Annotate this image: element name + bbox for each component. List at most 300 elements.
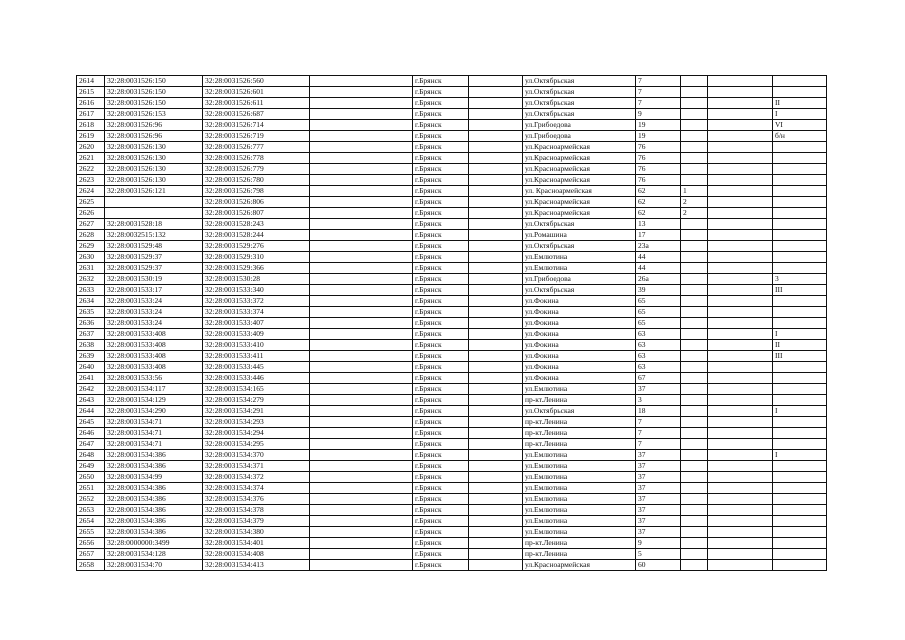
locality-field-cell — [469, 142, 523, 153]
locality-field-cell — [469, 274, 523, 285]
house-number-cell: 7 — [636, 439, 681, 450]
parent-cadastral-number-cell: 32:28:0000000:3499 — [105, 538, 203, 549]
extra-field-2-cell — [708, 318, 773, 329]
locality-field-cell — [469, 98, 523, 109]
parent-cadastral-number-cell: 32:28:0031534:386 — [105, 494, 203, 505]
table-row — [77, 76, 827, 87]
house-number-cell: 62 — [636, 186, 681, 197]
premises-number-cell — [773, 241, 827, 252]
locality-field-cell — [469, 560, 523, 571]
cadastral-number-cell: 32:28:0031533:410 — [203, 340, 310, 351]
cadastral-number-cell: 32:28:0031526:798 — [203, 186, 310, 197]
record-number-cell: 2651 — [77, 483, 105, 494]
table-row — [77, 175, 827, 186]
premises-number-cell: III — [773, 285, 827, 296]
building-number-cell — [681, 153, 708, 164]
city-cell: г.Брянск — [413, 142, 469, 153]
street-cell: ул.Фокина — [523, 307, 636, 318]
extra-field-cell — [310, 483, 413, 494]
parent-cadastral-number-cell: 32:28:0031526:96 — [105, 120, 203, 131]
parent-cadastral-number-cell: 32:28:0031534:290 — [105, 406, 203, 417]
locality-field-cell — [469, 461, 523, 472]
table-row — [77, 483, 827, 494]
extra-field-cell — [310, 428, 413, 439]
city-cell: г.Брянск — [413, 164, 469, 175]
cadastral-number-cell: 32:28:0031534:374 — [203, 483, 310, 494]
parent-cadastral-number-cell: 32:28:0031529:37 — [105, 263, 203, 274]
building-number-cell — [681, 373, 708, 384]
city-cell: г.Брянск — [413, 406, 469, 417]
extra-field-2-cell — [708, 153, 773, 164]
street-cell: ул.Емлютина — [523, 263, 636, 274]
cadastral-number-cell: 32:28:0031534:279 — [203, 395, 310, 406]
premises-number-cell: I — [773, 329, 827, 340]
premises-number-cell — [773, 538, 827, 549]
city-cell: г.Брянск — [413, 98, 469, 109]
street-cell: ул.Фокина — [523, 373, 636, 384]
locality-field-cell — [469, 340, 523, 351]
parent-cadastral-number-cell: 32:28:0031534:386 — [105, 505, 203, 516]
locality-field-cell — [469, 483, 523, 494]
record-number-cell: 2617 — [77, 109, 105, 120]
record-number-cell: 2657 — [77, 549, 105, 560]
building-number-cell — [681, 318, 708, 329]
house-number-cell: 37 — [636, 516, 681, 527]
extra-field-2-cell — [708, 263, 773, 274]
cadastral-number-cell: 32:28:0031534:294 — [203, 428, 310, 439]
building-number-cell — [681, 362, 708, 373]
house-number-cell: 18 — [636, 406, 681, 417]
table-row — [77, 340, 827, 351]
extra-field-cell — [310, 505, 413, 516]
extra-field-2-cell — [708, 307, 773, 318]
table-row — [77, 329, 827, 340]
building-number-cell — [681, 87, 708, 98]
extra-field-cell — [310, 329, 413, 340]
extra-field-cell — [310, 450, 413, 461]
parent-cadastral-number-cell: 32:28:0031526:150 — [105, 98, 203, 109]
house-number-cell: 63 — [636, 351, 681, 362]
premises-number-cell — [773, 527, 827, 538]
premises-number-cell: 3 — [773, 274, 827, 285]
house-number-cell: 7 — [636, 417, 681, 428]
city-cell: г.Брянск — [413, 516, 469, 527]
extra-field-cell — [310, 406, 413, 417]
extra-field-2-cell — [708, 131, 773, 142]
record-number-cell: 2637 — [77, 329, 105, 340]
table-row — [77, 560, 827, 571]
house-number-cell: 7 — [636, 87, 681, 98]
locality-field-cell — [469, 417, 523, 428]
parent-cadastral-number-cell: 32:28:0031526:130 — [105, 164, 203, 175]
building-number-cell: 2 — [681, 208, 708, 219]
parent-cadastral-number-cell: 32:28:0031526:96 — [105, 131, 203, 142]
street-cell: пр-кт.Ленина — [523, 538, 636, 549]
house-number-cell: 7 — [636, 428, 681, 439]
extra-field-cell — [310, 516, 413, 527]
record-number-cell: 2655 — [77, 527, 105, 538]
cadastral-number-cell: 32:28:0031533:372 — [203, 296, 310, 307]
table-row — [77, 516, 827, 527]
building-number-cell — [681, 439, 708, 450]
building-number-cell — [681, 76, 708, 87]
cadastral-number-cell: 32:28:0031526:778 — [203, 153, 310, 164]
extra-field-cell — [310, 230, 413, 241]
city-cell: г.Брянск — [413, 461, 469, 472]
record-number-cell: 2653 — [77, 505, 105, 516]
extra-field-2-cell — [708, 472, 773, 483]
city-cell: г.Брянск — [413, 109, 469, 120]
street-cell: ул.Октябрьская — [523, 87, 636, 98]
building-number-cell — [681, 98, 708, 109]
street-cell: ул.Красноармейская — [523, 197, 636, 208]
cadastral-number-cell: 32:28:0031526:779 — [203, 164, 310, 175]
street-cell: ул.Октябрьская — [523, 98, 636, 109]
house-number-cell: 65 — [636, 307, 681, 318]
table-row — [77, 307, 827, 318]
city-cell: г.Брянск — [413, 549, 469, 560]
record-number-cell: 2633 — [77, 285, 105, 296]
parent-cadastral-number-cell: 32:28:0031534:386 — [105, 527, 203, 538]
city-cell: г.Брянск — [413, 131, 469, 142]
city-cell: г.Брянск — [413, 208, 469, 219]
record-number-cell: 2632 — [77, 274, 105, 285]
building-number-cell — [681, 505, 708, 516]
city-cell: г.Брянск — [413, 153, 469, 164]
city-cell: г.Брянск — [413, 87, 469, 98]
locality-field-cell — [469, 439, 523, 450]
record-number-cell: 2623 — [77, 175, 105, 186]
building-number-cell — [681, 109, 708, 120]
record-number-cell: 2620 — [77, 142, 105, 153]
extra-field-cell — [310, 461, 413, 472]
building-number-cell — [681, 494, 708, 505]
extra-field-2-cell — [708, 428, 773, 439]
premises-number-cell — [773, 175, 827, 186]
parent-cadastral-number-cell: 32:28:0031534:386 — [105, 516, 203, 527]
house-number-cell: 37 — [636, 505, 681, 516]
extra-field-2-cell — [708, 450, 773, 461]
premises-number-cell — [773, 208, 827, 219]
premises-number-cell — [773, 263, 827, 274]
city-cell: г.Брянск — [413, 417, 469, 428]
house-number-cell: 3 — [636, 395, 681, 406]
extra-field-2-cell — [708, 439, 773, 450]
extra-field-2-cell — [708, 417, 773, 428]
cadastral-number-cell: 32:28:0031529:276 — [203, 241, 310, 252]
record-number-cell: 2618 — [77, 120, 105, 131]
locality-field-cell — [469, 428, 523, 439]
extra-field-cell — [310, 362, 413, 373]
parent-cadastral-number-cell: 32:28:0031533:408 — [105, 340, 203, 351]
extra-field-cell — [310, 241, 413, 252]
building-number-cell: 1 — [681, 186, 708, 197]
locality-field-cell — [469, 307, 523, 318]
record-number-cell: 2624 — [77, 186, 105, 197]
building-number-cell — [681, 461, 708, 472]
premises-number-cell — [773, 461, 827, 472]
house-number-cell: 63 — [636, 329, 681, 340]
house-number-cell: 19 — [636, 131, 681, 142]
premises-number-cell — [773, 164, 827, 175]
building-number-cell — [681, 219, 708, 230]
building-number-cell — [681, 296, 708, 307]
parent-cadastral-number-cell: 32:28:0031526:150 — [105, 87, 203, 98]
table-row — [77, 406, 827, 417]
extra-field-cell — [310, 208, 413, 219]
extra-field-2-cell — [708, 120, 773, 131]
table-row — [77, 428, 827, 439]
table-row — [77, 285, 827, 296]
street-cell: ул.Емлютина — [523, 516, 636, 527]
house-number-cell: 17 — [636, 230, 681, 241]
city-cell: г.Брянск — [413, 318, 469, 329]
record-number-cell: 2643 — [77, 395, 105, 406]
premises-number-cell — [773, 296, 827, 307]
city-cell: г.Брянск — [413, 340, 469, 351]
cadastral-number-cell: 32:28:0031534:372 — [203, 472, 310, 483]
building-number-cell — [681, 351, 708, 362]
record-number-cell: 2638 — [77, 340, 105, 351]
city-cell: г.Брянск — [413, 230, 469, 241]
premises-number-cell: I — [773, 406, 827, 417]
cadastral-number-cell: 32:28:0031534:376 — [203, 494, 310, 505]
locality-field-cell — [469, 153, 523, 164]
property-registry-table — [76, 75, 827, 571]
locality-field-cell — [469, 175, 523, 186]
extra-field-2-cell — [708, 241, 773, 252]
house-number-cell: 19 — [636, 120, 681, 131]
cadastral-number-cell: 32:28:0031534:408 — [203, 549, 310, 560]
parent-cadastral-number-cell: 32:28:0031526:130 — [105, 175, 203, 186]
city-cell: г.Брянск — [413, 351, 469, 362]
street-cell: ул.Емлютина — [523, 472, 636, 483]
street-cell: ул.Фокина — [523, 318, 636, 329]
record-number-cell: 2658 — [77, 560, 105, 571]
parent-cadastral-number-cell: 32:28:0031526:130 — [105, 153, 203, 164]
table-row — [77, 274, 827, 285]
premises-number-cell — [773, 153, 827, 164]
street-cell: пр-кт.Ленина — [523, 439, 636, 450]
extra-field-2-cell — [708, 175, 773, 186]
street-cell: ул.Емлютина — [523, 505, 636, 516]
cadastral-number-cell: 32:28:0031528:244 — [203, 230, 310, 241]
locality-field-cell — [469, 351, 523, 362]
record-number-cell: 2641 — [77, 373, 105, 384]
extra-field-2-cell — [708, 98, 773, 109]
locality-field-cell — [469, 285, 523, 296]
record-number-cell: 2629 — [77, 241, 105, 252]
extra-field-2-cell — [708, 208, 773, 219]
city-cell: г.Брянск — [413, 560, 469, 571]
extra-field-cell — [310, 538, 413, 549]
city-cell: г.Брянск — [413, 527, 469, 538]
building-number-cell — [681, 395, 708, 406]
extra-field-2-cell — [708, 362, 773, 373]
city-cell: г.Брянск — [413, 175, 469, 186]
premises-number-cell — [773, 186, 827, 197]
house-number-cell: 13 — [636, 219, 681, 230]
house-number-cell: 39 — [636, 285, 681, 296]
table-row — [77, 296, 827, 307]
record-number-cell: 2645 — [77, 417, 105, 428]
premises-number-cell — [773, 395, 827, 406]
table-row — [77, 373, 827, 384]
city-cell: г.Брянск — [413, 450, 469, 461]
premises-number-cell — [773, 483, 827, 494]
extra-field-2-cell — [708, 373, 773, 384]
extra-field-cell — [310, 527, 413, 538]
parent-cadastral-number-cell: 32:28:0031529:37 — [105, 252, 203, 263]
city-cell: г.Брянск — [413, 439, 469, 450]
building-number-cell — [681, 340, 708, 351]
house-number-cell: 5 — [636, 549, 681, 560]
house-number-cell: 62 — [636, 197, 681, 208]
record-number-cell: 2636 — [77, 318, 105, 329]
cadastral-number-cell: 32:28:0031526:601 — [203, 87, 310, 98]
house-number-cell: 44 — [636, 263, 681, 274]
record-number-cell: 2625 — [77, 197, 105, 208]
premises-number-cell — [773, 417, 827, 428]
premises-number-cell — [773, 384, 827, 395]
house-number-cell: 37 — [636, 461, 681, 472]
table-row — [77, 263, 827, 274]
building-number-cell — [681, 263, 708, 274]
extra-field-cell — [310, 109, 413, 120]
city-cell: г.Брянск — [413, 252, 469, 263]
city-cell: г.Брянск — [413, 120, 469, 131]
table-row — [77, 505, 827, 516]
building-number-cell — [681, 329, 708, 340]
extra-field-2-cell — [708, 538, 773, 549]
building-number-cell — [681, 428, 708, 439]
record-number-cell: 2614 — [77, 76, 105, 87]
parent-cadastral-number-cell: 32:28:0031529:48 — [105, 241, 203, 252]
extra-field-cell — [310, 472, 413, 483]
building-number-cell: 2 — [681, 197, 708, 208]
record-number-cell: 2635 — [77, 307, 105, 318]
parent-cadastral-number-cell: 32:28:0031528:18 — [105, 219, 203, 230]
record-number-cell: 2622 — [77, 164, 105, 175]
parent-cadastral-number-cell: 32:28:0031530:19 — [105, 274, 203, 285]
building-number-cell — [681, 142, 708, 153]
premises-number-cell: б/н — [773, 131, 827, 142]
parent-cadastral-number-cell: 32:28:0031534:128 — [105, 549, 203, 560]
building-number-cell — [681, 131, 708, 142]
building-number-cell — [681, 560, 708, 571]
locality-field-cell — [469, 219, 523, 230]
parent-cadastral-number-cell: 32:28:0031534:129 — [105, 395, 203, 406]
building-number-cell — [681, 274, 708, 285]
extra-field-2-cell — [708, 395, 773, 406]
parent-cadastral-number-cell: 32:28:0031533:408 — [105, 329, 203, 340]
extra-field-cell — [310, 197, 413, 208]
extra-field-cell — [310, 131, 413, 142]
locality-field-cell — [469, 76, 523, 87]
cadastral-number-cell: 32:28:0031534:413 — [203, 560, 310, 571]
extra-field-2-cell — [708, 461, 773, 472]
extra-field-2-cell — [708, 406, 773, 417]
extra-field-cell — [310, 219, 413, 230]
record-number-cell: 2646 — [77, 428, 105, 439]
street-cell: ул.Ромашина — [523, 230, 636, 241]
city-cell: г.Брянск — [413, 307, 469, 318]
cadastral-number-cell: 32:28:0031534:295 — [203, 439, 310, 450]
premises-number-cell — [773, 318, 827, 329]
table-row — [77, 186, 827, 197]
cadastral-number-cell: 32:28:0031533:445 — [203, 362, 310, 373]
cadastral-number-cell: 32:28:0031534:291 — [203, 406, 310, 417]
street-cell: ул.Грибоедова — [523, 120, 636, 131]
table-row — [77, 351, 827, 362]
street-cell: ул.Грибоедова — [523, 274, 636, 285]
cadastral-number-cell: 32:28:0031529:366 — [203, 263, 310, 274]
parent-cadastral-number-cell: 32:28:0031533:24 — [105, 307, 203, 318]
extra-field-2-cell — [708, 483, 773, 494]
street-cell: ул.Красноармейская — [523, 153, 636, 164]
cadastral-number-cell: 32:28:0031529:310 — [203, 252, 310, 263]
street-cell: пр-кт.Ленина — [523, 549, 636, 560]
extra-field-cell — [310, 142, 413, 153]
record-number-cell: 2654 — [77, 516, 105, 527]
extra-field-cell — [310, 307, 413, 318]
parent-cadastral-number-cell: 32:28:0031526:121 — [105, 186, 203, 197]
table-row — [77, 87, 827, 98]
extra-field-cell — [310, 98, 413, 109]
cadastral-number-cell: 32:28:0031528:243 — [203, 219, 310, 230]
street-cell: ул.Фокина — [523, 340, 636, 351]
extra-field-2-cell — [708, 109, 773, 120]
cadastral-number-cell: 32:28:0031526:807 — [203, 208, 310, 219]
parent-cadastral-number-cell: 32:28:0031534:117 — [105, 384, 203, 395]
extra-field-2-cell — [708, 142, 773, 153]
building-number-cell — [681, 307, 708, 318]
extra-field-cell — [310, 351, 413, 362]
extra-field-cell — [310, 252, 413, 263]
table-row — [77, 197, 827, 208]
premises-number-cell — [773, 516, 827, 527]
street-cell: ул.Емлютина — [523, 384, 636, 395]
extra-field-2-cell — [708, 549, 773, 560]
parent-cadastral-number-cell: 32:28:0031534:386 — [105, 483, 203, 494]
table-row — [77, 120, 827, 131]
building-number-cell — [681, 252, 708, 263]
locality-field-cell — [469, 197, 523, 208]
extra-field-2-cell — [708, 186, 773, 197]
extra-field-cell — [310, 87, 413, 98]
house-number-cell: 63 — [636, 340, 681, 351]
building-number-cell — [681, 538, 708, 549]
premises-number-cell: II — [773, 340, 827, 351]
building-number-cell — [681, 483, 708, 494]
house-number-cell: 62 — [636, 208, 681, 219]
street-cell: пр-кт.Ленина — [523, 395, 636, 406]
city-cell: г.Брянск — [413, 483, 469, 494]
house-number-cell: 44 — [636, 252, 681, 263]
extra-field-2-cell — [708, 351, 773, 362]
parent-cadastral-number-cell: 32:28:0031526:153 — [105, 109, 203, 120]
parent-cadastral-number-cell: 32:28:0031534:99 — [105, 472, 203, 483]
parent-cadastral-number-cell: 32:28:0031533:408 — [105, 362, 203, 373]
locality-field-cell — [469, 318, 523, 329]
locality-field-cell — [469, 230, 523, 241]
parent-cadastral-number-cell: 32:28:0031534:386 — [105, 461, 203, 472]
parent-cadastral-number-cell: 32:28:0032515:132 — [105, 230, 203, 241]
extra-field-cell — [310, 439, 413, 450]
registry-table-body — [77, 76, 827, 571]
table-row — [77, 549, 827, 560]
extra-field-cell — [310, 263, 413, 274]
